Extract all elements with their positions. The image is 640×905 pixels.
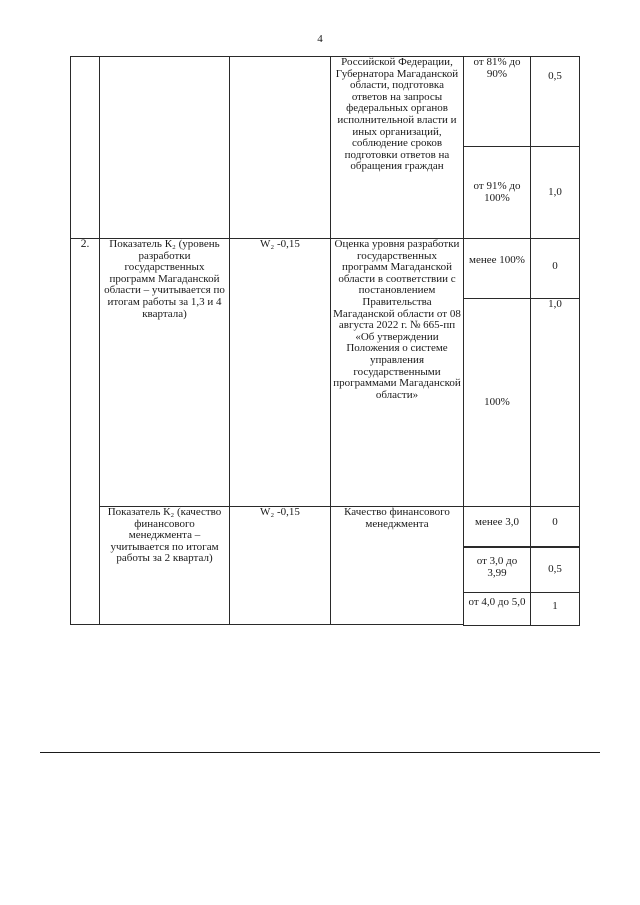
score-cell: 0,5 <box>531 57 580 147</box>
range-cell: от 4,0 до 5,0 <box>464 593 531 626</box>
table-row <box>464 548 580 593</box>
score-cell: 1,0 <box>531 299 580 507</box>
criterion-cell: Российской Федерации, Губернатора Магаданской области, подготовка ответов на запросы федеральных органов исполнительной власти и иных организаций, соблюдение сроков подготовки ответов на обращения граждан <box>331 57 464 239</box>
weight-cell <box>230 57 331 239</box>
number-cell <box>71 57 100 239</box>
table-row <box>71 57 580 147</box>
score-cell: 1 <box>531 593 580 626</box>
range-cell: менее 100% <box>464 239 531 299</box>
indicator-cell: Показатель К₂ (уровень разработки государственных программ Магаданской области – учитывается по итогам работы за 1,3 и 4 квартала) <box>100 239 230 507</box>
footer-divider <box>40 752 600 753</box>
weight-cell: W₂ -0,15 <box>230 239 331 507</box>
score-cell: 0 <box>531 239 580 299</box>
table-row <box>71 507 580 547</box>
score-cell: 1,0 <box>531 147 580 239</box>
criteria-table <box>70 56 580 625</box>
range-cell: менее 3,0 <box>464 507 531 547</box>
table-row <box>464 593 580 626</box>
score-cell: 0,5 <box>531 548 580 593</box>
section-number: 2. <box>71 239 100 625</box>
score-subtable <box>463 547 580 626</box>
range-cell: от 91% до 100% <box>464 147 531 239</box>
range-cell: от 81% до 90% <box>464 57 531 147</box>
score-cell: 0 <box>531 507 580 547</box>
criterion-cell: Качество финансового менеджмента <box>331 507 464 625</box>
page-number: 4 <box>317 33 323 45</box>
weight-cell: W₂ -0,15 <box>230 507 331 625</box>
indicator-cell <box>100 57 230 239</box>
range-cell: 100% <box>464 299 531 507</box>
range-cell: от 3,0 до 3,99 <box>464 548 531 593</box>
table-row <box>71 239 580 299</box>
criterion-cell: Оценка уровня разработки государственных программ Магаданской области в соответствии с постановлением Правительства Магаданской области от 08 августа 2022 г. № 665-пп «Об утверждении Положения о системе управления государственными программами Магаданской области» <box>331 239 464 507</box>
indicator-cell: Показатель К₂ (качество финансового менеджмента – учитывается по итогам работы за 2 квартал) <box>100 507 230 625</box>
